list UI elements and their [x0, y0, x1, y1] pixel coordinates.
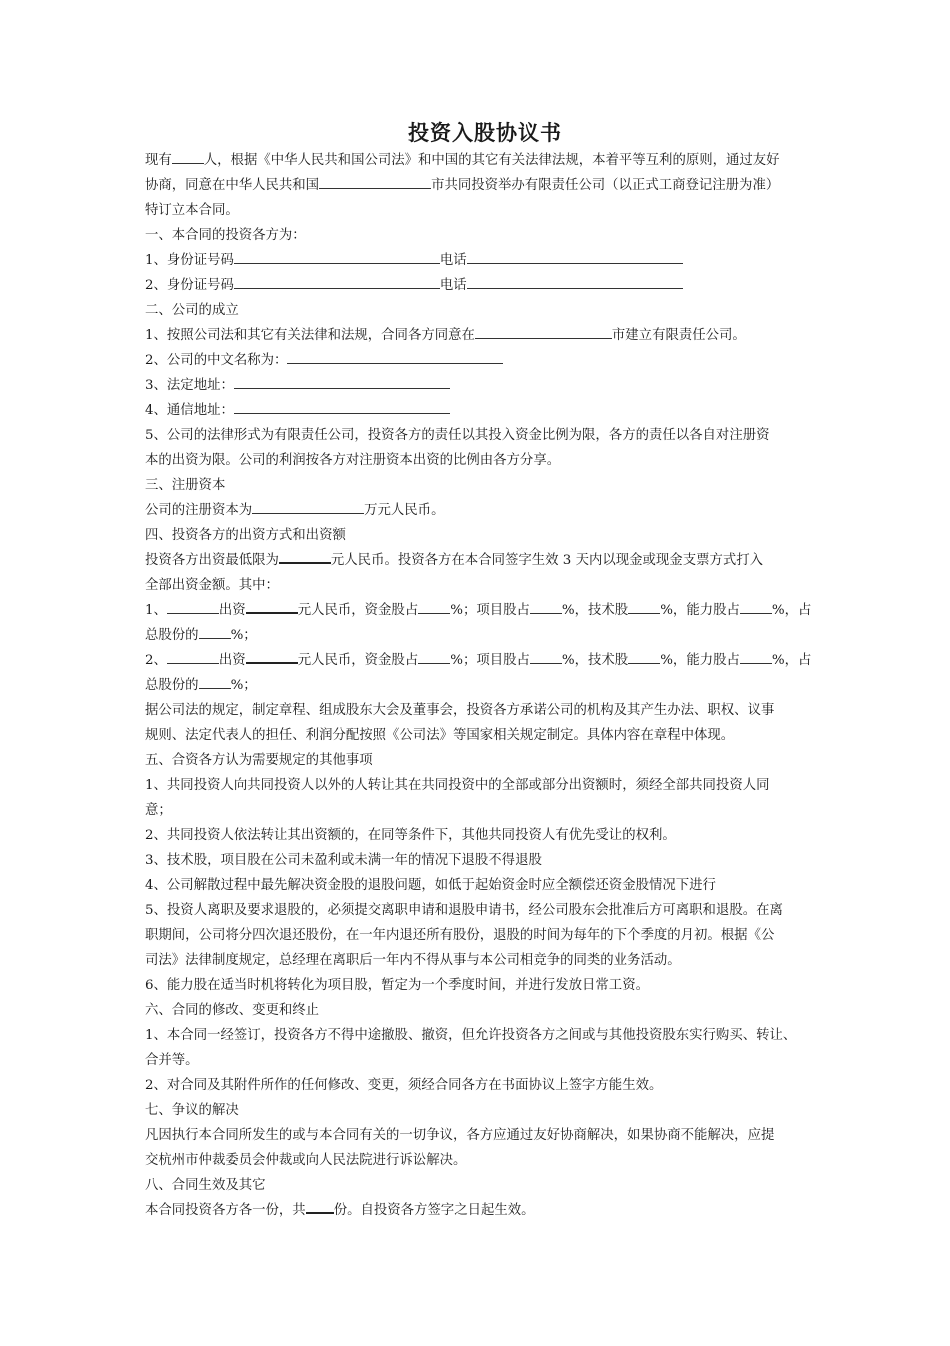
section-6-heading: 六、合同的修改、变更和终止	[145, 1003, 320, 1018]
copies-count-blank[interactable]	[306, 1198, 334, 1214]
s5-item-1a: 1、共同投资人向共同投资人以外的人转让其在共同投资中的全部或部分出资额时，须经全部共同投资人同	[145, 778, 770, 793]
investor-2-id-blank[interactable]	[234, 274, 440, 289]
investor-2-total-pct-blank[interactable]	[199, 674, 231, 689]
investor-1-share-line: 1、 出资 元人民币，资金股占 %；项目股占 %，技术股 %，能力股占 %，占	[145, 598, 825, 623]
company-name-blank[interactable]	[287, 349, 503, 364]
establish-city-blank[interactable]	[475, 324, 612, 339]
intro-line-2: 协商，同意在中华人民共和国 市共同投资举办有限责任公司（以正式工商登记注册为准）	[145, 173, 825, 198]
s5-item-3: 3、技术股，项目股在公司未盈利或未满一年的情况下退股不得退股	[145, 853, 542, 868]
investor-1-total-line: 总股份的 %；	[145, 623, 825, 648]
city-blank[interactable]	[319, 174, 431, 189]
investor-1-tech-pct-blank[interactable]	[628, 599, 660, 614]
investor-1-phone-blank[interactable]	[467, 249, 683, 264]
s5-item-6: 6、能力股在适当时机将转化为项目股，暂定为一个季度时间，并进行发放日常工资。	[145, 978, 649, 993]
intro-line-3: 特订立本合同。	[145, 203, 239, 218]
s6-item-1a: 1、本合同一经签订，投资各方不得中途撤股、撤资，但允许投资各方之间或与其他投资股东实行购买、转让、	[145, 1028, 797, 1043]
s7-para-2: 交杭州市仲裁委员会仲裁或向人民法院进行诉讼解决。	[145, 1153, 467, 1168]
section-3-heading: 三、注册资本	[145, 478, 226, 493]
party-count-blank[interactable]	[172, 149, 204, 164]
investor-1-capital-pct-blank[interactable]	[418, 599, 450, 614]
section-4-heading: 四、投资各方的出资方式和出资额	[145, 528, 346, 543]
s8-para: 本合同投资各方各一份，共 份。自投资各方签字之日起生效。	[145, 1198, 825, 1223]
contract-document	[145, 118, 825, 1223]
section-7-heading: 七、争议的解决	[145, 1103, 239, 1118]
s5-item-5a: 5、投资人离职及要求退股的，必须提交离职申请和退股申请书，经公司股东会批准后方可离职和退股。在离	[145, 903, 783, 918]
investor-2-amount-blank[interactable]	[246, 648, 298, 664]
investor-1-name-blank[interactable]	[167, 599, 219, 614]
investor-1-line: 1、身份证号码 电话	[145, 248, 825, 273]
investor-1-ability-pct-blank[interactable]	[740, 599, 772, 614]
s5-item-5b: 职期间，公司将分四次退还股份，在一年内退还所有股份，退股的时间为每年的下个季度的月初。根据《公	[145, 928, 775, 943]
investor-1-amount-blank[interactable]	[246, 598, 298, 614]
investor-1-id-blank[interactable]	[234, 249, 440, 264]
s6-item-2: 2、对合同及其附件所作的任何修改、变更，须经合同各方在书面协议上签字方能生效。	[145, 1078, 663, 1093]
investor-2-phone-blank[interactable]	[467, 274, 683, 289]
s5-item-1b: 意；	[145, 803, 172, 818]
investor-1-total-pct-blank[interactable]	[199, 624, 231, 639]
s4-para-2a: 据公司法的规定，制定章程、组成股东大会及董事会，投资各方承诺公司的机构及其产生办法、职权、议事	[145, 703, 775, 718]
s2-item-5a: 5、公司的法律形式为有限责任公司，投资各方的责任以其投入资金比例为限，各方的责任以各自对注册资	[145, 428, 770, 443]
section-8-heading: 八、合同生效及其它	[145, 1178, 266, 1193]
section-1-heading: 一、本合同的投资各方为：	[145, 228, 306, 243]
min-investment-blank[interactable]	[279, 548, 331, 564]
mailing-address-blank[interactable]	[234, 399, 450, 414]
document-title: 投资入股协议书	[408, 121, 562, 145]
section-2-heading: 二、公司的成立	[145, 303, 239, 318]
s6-item-1b: 合并等。	[145, 1053, 199, 1068]
investor-2-share-line: 2、 出资 元人民币，资金股占 %；项目股占 %，技术股 %，能力股占 %，占	[145, 648, 825, 673]
investor-2-tech-pct-blank[interactable]	[628, 649, 660, 664]
intro-line-1: 现有 人，根据《中华人民共和国公司法》和中国的其它有关法律法规，本着平等互利的原则，通过友好	[145, 148, 825, 173]
s5-item-4: 4、公司解散过程中最先解决资金股的退股问题，如低于起始资金时应全额偿还资金股情况下进行	[145, 878, 716, 893]
s5-item-5c: 司法》法律制度规定，总经理在离职后一年内不得从事与本公司相竞争的同类的业务活动。	[145, 953, 681, 968]
legal-address-blank[interactable]	[234, 374, 450, 389]
s2-item-2: 2、公司的中文名称为：	[145, 348, 825, 373]
investor-2-project-pct-blank[interactable]	[530, 649, 562, 664]
s4-para-1a: 投资各方出资最低限为 元人民币。投资各方在本合同签字生效 3 天内以现金或现金支票方式打入	[145, 548, 825, 573]
s5-item-2: 2、共同投资人依法转让其出资额的，在同等条件下，其他共同投资人有优先受让的权利。	[145, 828, 676, 843]
s2-item-4: 4、通信地址：	[145, 398, 825, 423]
s2-item-5b: 本的出资为限。公司的利润按各方对注册资本出资的比例由各方分享。	[145, 453, 561, 468]
investor-2-line: 2、身份证号码 电话	[145, 273, 825, 298]
capital-amount-blank[interactable]	[252, 499, 364, 514]
s2-item-3: 3、法定地址：	[145, 373, 825, 398]
s4-para-1c: 全部出资金额。其中：	[145, 578, 279, 593]
s4-para-2b: 规则、法定代表人的担任、利润分配按照《公司法》等国家相关规定制定。具体内容在章程中体现。	[145, 728, 735, 743]
investor-1-project-pct-blank[interactable]	[530, 599, 562, 614]
investor-2-ability-pct-blank[interactable]	[740, 649, 772, 664]
section-5-heading: 五、合资各方认为需要规定的其他事项	[145, 753, 373, 768]
investor-2-name-blank[interactable]	[167, 649, 219, 664]
s7-para-1: 凡因执行本合同所发生的或与本合同有关的一切争议，各方应通过友好协商解决，如果协商不能解决，应提	[145, 1128, 775, 1143]
s3-capital-line: 公司的注册资本为 万元人民币。	[145, 498, 825, 523]
investor-2-capital-pct-blank[interactable]	[418, 649, 450, 664]
investor-2-total-line: 总股份的 %；	[145, 673, 825, 698]
s2-item-1: 1、按照公司法和其它有关法律和法规，合同各方同意在 市建立有限责任公司。	[145, 323, 825, 348]
